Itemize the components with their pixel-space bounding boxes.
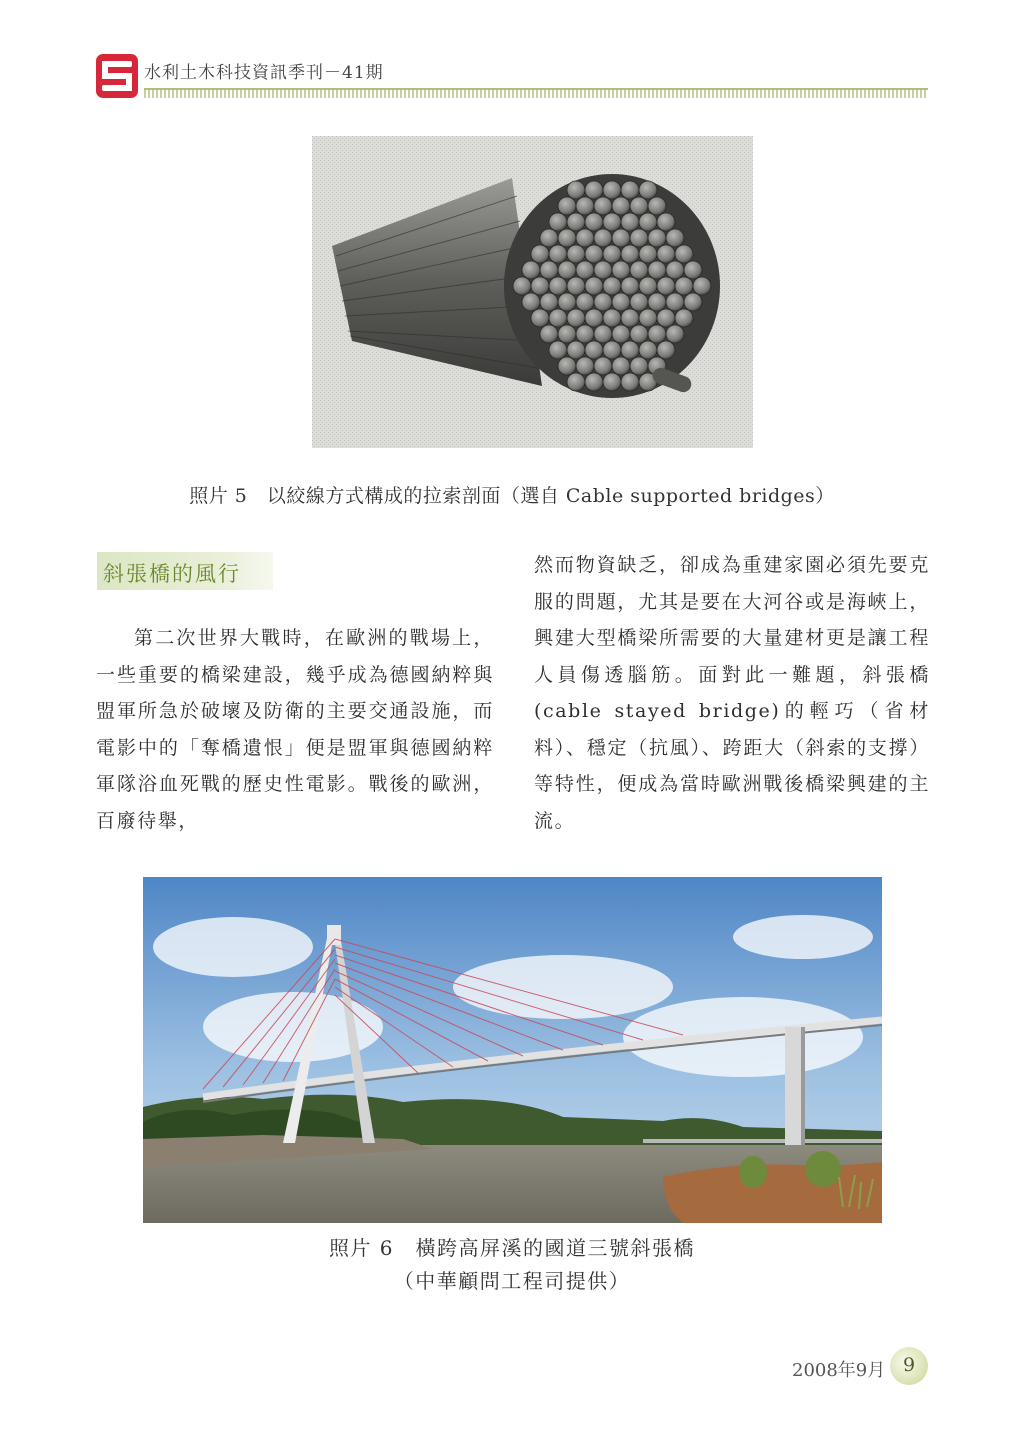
photo6-credit: （中華顧問工程司提供） [393, 1269, 631, 1293]
body-text-left-column: 第二次世界大戰時，在歐洲的戰場上，一些重要的橋梁建設，幾乎成為德國納粹與盟軍所急於破壞及防衛的主要交通設施，而電影中的「奪橋遺恨」便是盟軍與德國納粹軍隊浴血死戰的歷史性電影。戰後的歐洲，百廢待舉， [96, 627, 494, 832]
photo6-caption: 照片 6 橫跨高屏溪的國道三號斜張橋 [328, 1236, 696, 1260]
body-text-right-column: 然而物資缺乏，卻成為重建家園必須先要克服的問題，尤其是要在大河谷或是海峽上，興建大型橋梁所需要的大量建材更是讓工程人員傷透腦筋。面對此一難題，斜張橋(cable stayed bridge)的輕巧（省材料）、穩定（抗風）、跨距大（斜索的支撐）等特性，便成為當時歐洲戰後橋梁興建的主流。 [534, 554, 930, 832]
cable-stayed-bridge-photo [143, 877, 882, 1223]
section-heading [97, 552, 273, 590]
journal-title: 水利土木科技資訊季刊－41期 [144, 63, 384, 83]
photo5-caption: 照片 5 以絞線方式構成的拉索剖面（選自 Cable supported bridges） [189, 485, 835, 507]
page-number: 9 [902, 1354, 916, 1376]
section-heading-text: 斜張橋的風行 [103, 562, 241, 586]
cable-strand-cross-section-photo [312, 136, 753, 448]
header-divider [144, 88, 928, 98]
magazine-logo-icon [96, 54, 138, 98]
issue-date: 2008年9月 [792, 1360, 886, 1381]
